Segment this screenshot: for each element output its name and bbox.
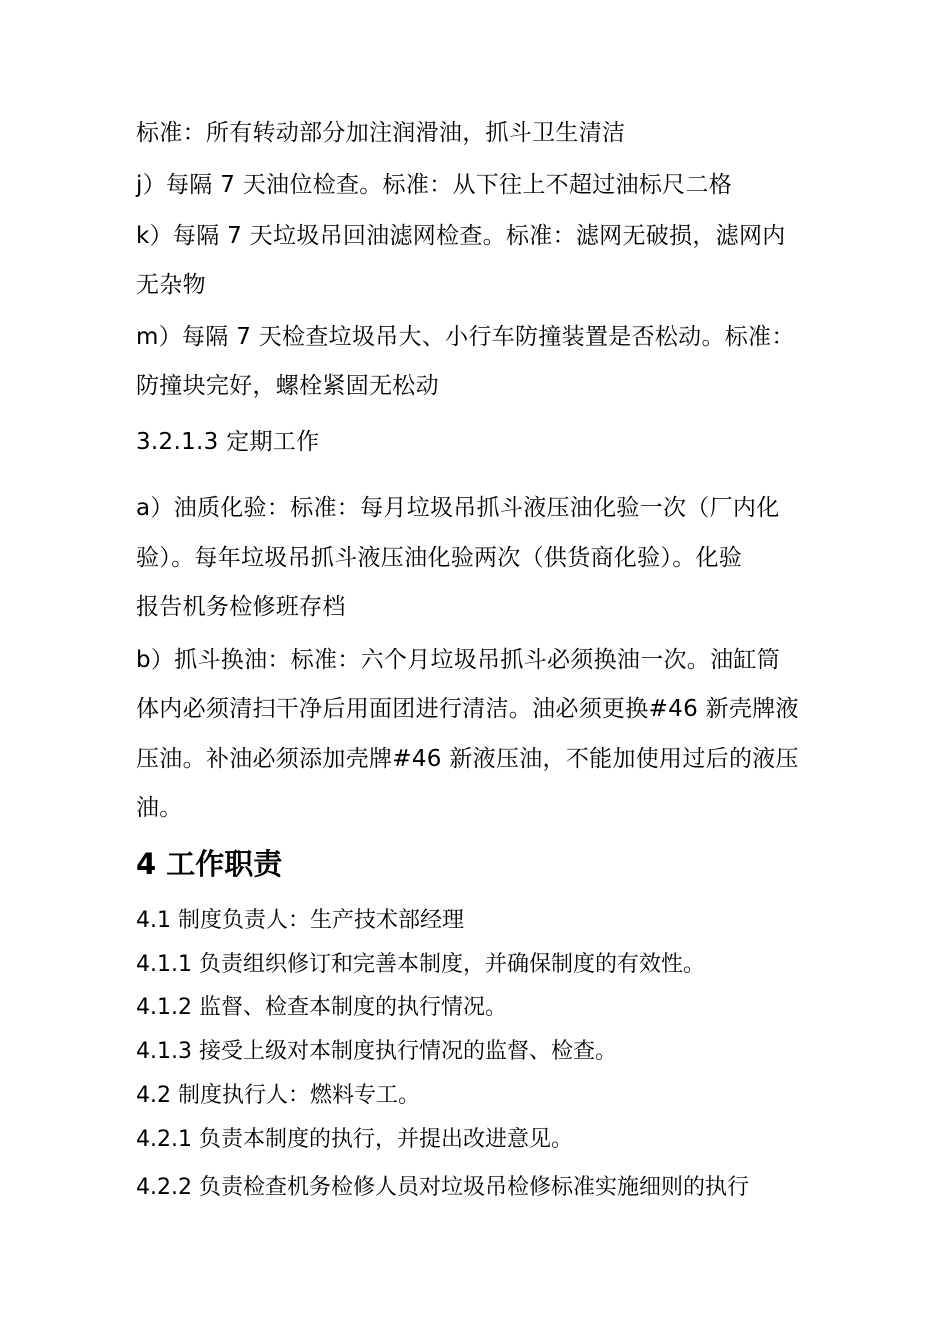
section-item: 4.2.1 负责本制度的执行，并提出改进意见。 bbox=[136, 1127, 573, 1152]
section-item: 4.1.1 负责组织修订和完善本制度，并确保制度的有效性。 bbox=[136, 952, 705, 977]
paragraph-line: m）每隔 7 天检查垃圾吊大、小行车防撞装置是否松动。标准： bbox=[136, 324, 795, 350]
section-item: 4.1.3 接受上级对本制度执行情况的监督、检查。 bbox=[136, 1039, 617, 1064]
paragraph-line: 报告机务检修班存档 bbox=[136, 594, 346, 620]
paragraph-line: a）油质化验：标准：每月垃圾吊抓斗液压油化验一次（厂内化 bbox=[136, 495, 780, 521]
section-item: 4.1 制度负责人：生产技术部经理 bbox=[136, 908, 464, 933]
section-item: 4.2 制度执行人：燃料专工。 bbox=[136, 1083, 420, 1108]
paragraph-line: 标准：所有转动部分加注润滑油，抓斗卫生清洁 bbox=[136, 120, 626, 146]
section-item: 4.2.2 负责检查机务检修人员对垃圾吊检修标准实施细则的执行 bbox=[136, 1175, 749, 1200]
paragraph-line: 防撞块完好，螺栓紧固无松动 bbox=[136, 373, 439, 399]
paragraph-line: k）每隔 7 天垃圾吊回油滤网检查。标准：滤网无破损，滤网内 bbox=[136, 223, 786, 249]
section-heading: 4 工作职责 bbox=[136, 847, 283, 881]
paragraph-line: 压油。补油必须添加壳牌#46 新液压油，不能加使用过后的液压 bbox=[136, 746, 799, 772]
paragraph-line: b）抓斗换油：标准：六个月垃圾吊抓斗必须换油一次。油缸筒 bbox=[136, 647, 780, 673]
paragraph-line: 验）。每年垃圾吊抓斗液压油化验两次（供货商化验）。化验 bbox=[136, 545, 743, 571]
subsection-title: 3.2.1.3 定期工作 bbox=[136, 429, 320, 455]
section-item: 4.1.2 监督、检查本制度的执行情况。 bbox=[136, 995, 507, 1020]
paragraph-line: j）每隔 7 天油位检查。标准：从下往上不超过油标尺二格 bbox=[136, 172, 733, 198]
paragraph-line: 油。 bbox=[136, 795, 183, 821]
paragraph-line: 体内必须清扫干净后用面团进行清洁。油必须更换#46 新壳牌液 bbox=[136, 696, 799, 722]
paragraph-line: 无杂物 bbox=[136, 272, 206, 298]
